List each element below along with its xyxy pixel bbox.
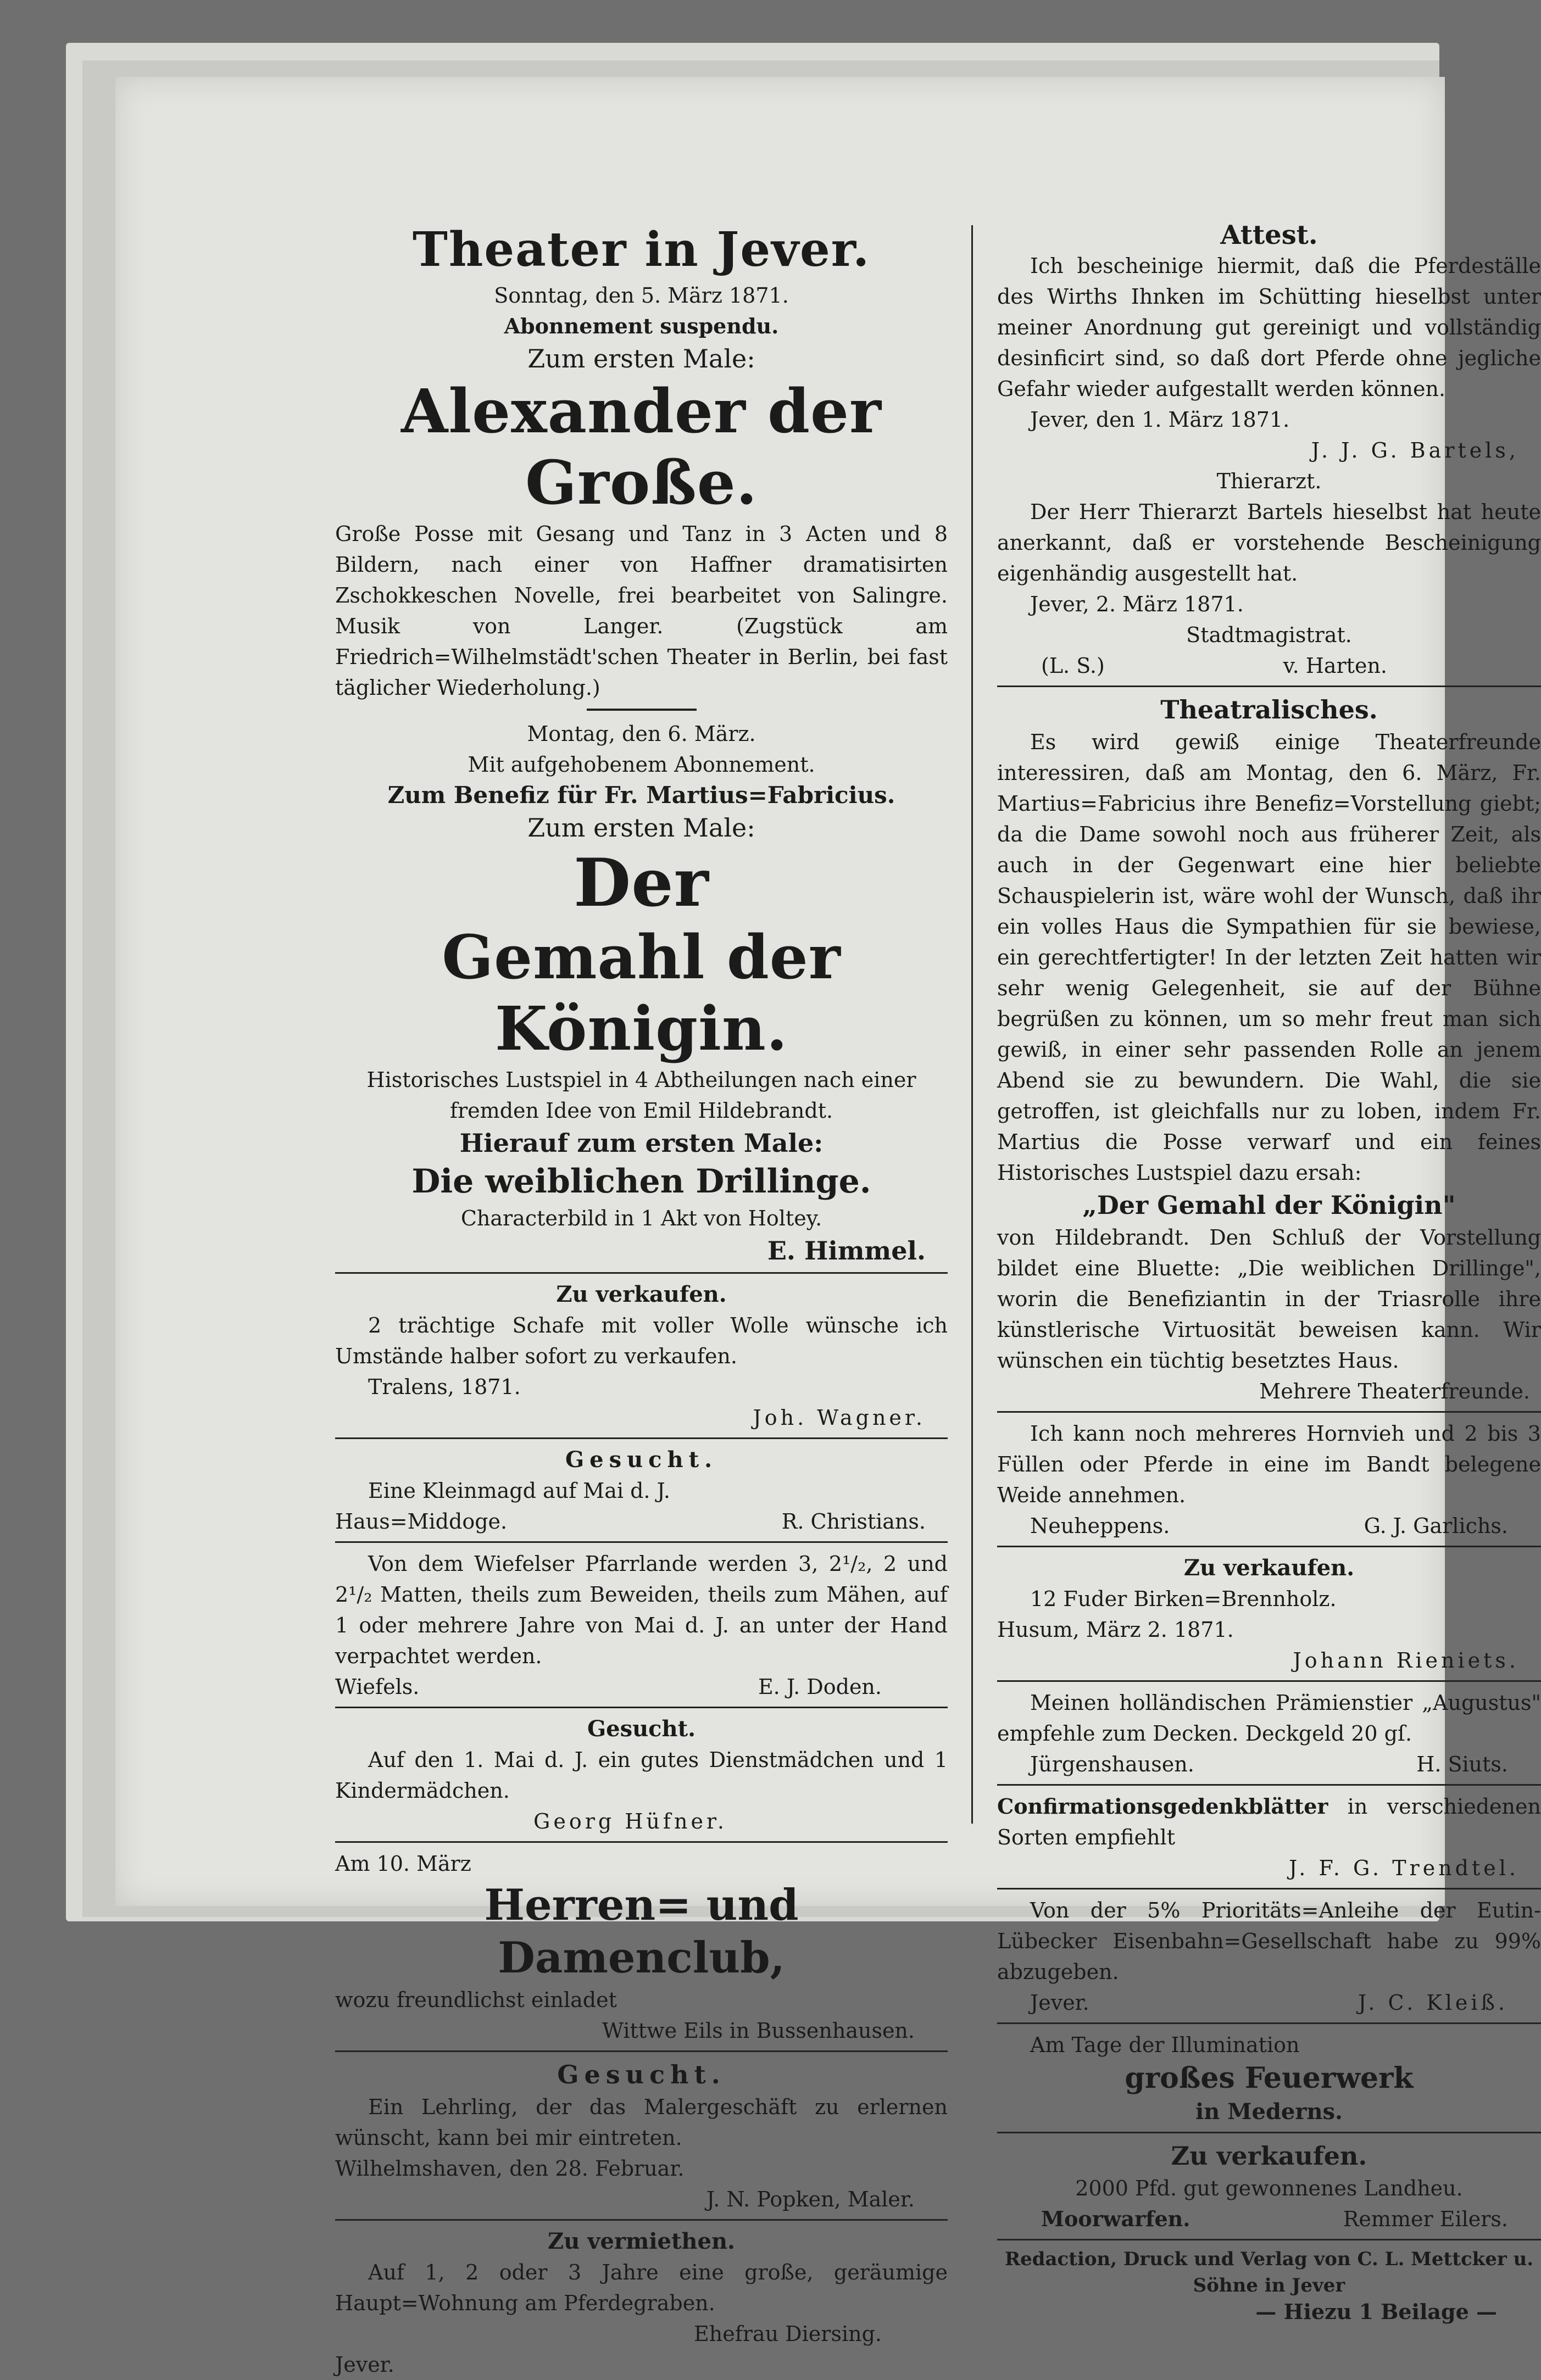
ad-footer (335, 1506, 948, 1537)
ad-heading: Gesucht. (587, 1716, 696, 1742)
ad-bold-text: Confirmationsgedenkblätter (997, 1794, 1328, 1819)
section-rule (997, 1784, 1541, 1786)
ad-place: Wiefels. (335, 1675, 420, 1699)
ad-heading: Zu verkaufen. (556, 1281, 727, 1307)
beilage-note: — Hiezu 1 Beilage — (1255, 2299, 1497, 2324)
attest-office: Stadtmagistrat. (1186, 623, 1352, 647)
ad-signature: Joh. Wagner. (753, 1406, 926, 1430)
ad-place: Tralens, 1871. (368, 1375, 521, 1399)
ad-signature: R. Christians. (781, 1509, 926, 1534)
ad-place: Haus=Middoge. (335, 1509, 508, 1534)
section-rule (335, 1541, 948, 1543)
first-time-label-2: Zum ersten Male: (527, 813, 755, 843)
ad-text: Auf den 1. Mai d. J. ein gutes Dienstmädchen und 1 Kindermädchen. (335, 1748, 948, 1803)
attest-date-2: Jever, 2. März 1871. (1030, 592, 1244, 616)
section-rule (587, 709, 697, 711)
abonnement-aufgehoben: Mit aufgehobenem Abonnement. (468, 753, 815, 777)
theatralisches-text-2: von Hildebrandt. Den Schluß der Vorstellung bildet eine Bluette: „Die weiblichen Drillinge", worin die Benefiziantin in der Triasrolle ihre künstlerische Virtuosität beweisen kann. Wir wünschen ein tüchtig besetztes Haus. (997, 1225, 1541, 1373)
section-rule (997, 685, 1541, 687)
ad-footer (997, 2204, 1541, 2234)
ad-place: in Mederns. (1195, 2099, 1343, 2125)
section-rule (997, 1680, 1541, 1682)
ad-place: Jever. (335, 2353, 394, 2377)
ad-text: Eine Kleinmagd auf Mai d. J. (368, 1479, 670, 1503)
theater-title: Theater in Jever. (412, 222, 871, 277)
play-title-drillinge: Die weiblichen Drillinge. (411, 1162, 871, 1201)
first-time-label-1: Zum ersten Male: (527, 344, 755, 374)
theatralisches-play: „Der Gemahl der Königin" (1082, 1190, 1456, 1220)
ad-footer (997, 1511, 1541, 1541)
ad-footer (997, 1749, 1541, 1780)
section-rule (335, 2050, 948, 2052)
section-rule (335, 1437, 948, 1439)
left-column (335, 220, 948, 2380)
section-rule (997, 1888, 1541, 1889)
ad-heading: Zu vermiethen. (548, 2228, 735, 2254)
ad-signature: J. F. G. Trendtel. (1289, 1856, 1519, 1880)
ad-text: Von der 5% Prioritäts=Anleihe der Eutin-Lübecker Eisenbahn=Gesellschaft habe zu 99% abzugeben. (997, 1898, 1541, 1984)
attest-confirmation: Der Herr Thierarzt Bartels hieselbst hat heute anerkannt, daß er vorstehende Bescheinigung eigenhändig ausgestellt hat. (997, 500, 1541, 586)
ad-signature: Ehefrau Diersing. (694, 2322, 882, 2346)
ad-text: 12 Fuder Birken=Brennholz. (1030, 1587, 1337, 1611)
play-description-alexander: Große Posse mit Gesang und Tanz in 3 Acten und 8 Bildern, nach einer von Haffner dramatisirten Zschokkeschen Novelle, frei bearbeitet von Salingre. Musik von Langer. (Zugstück am Friedrich=Wilhelmstädt'schen Theater in Berlin, bei fast täglicher Wiederholung.) (335, 522, 948, 700)
ad-signature: Remmer Eilers. (1343, 2207, 1508, 2231)
right-column (997, 220, 1541, 2325)
ad-text: Ich kann noch mehreres Hornvieh und 2 bis 3 Füllen oder Pferde in eine im Bandt belegene Weide annehmen. (997, 1422, 1541, 1507)
section-rule (997, 2022, 1541, 2024)
imprint: Redaction, Druck und Verlag von C. L. Mettcker u. Söhne in Jever (1004, 2248, 1534, 2297)
ad-heading: Zu verkaufen. (1171, 2141, 1367, 2171)
ad-text-rest: in verschiedenen Sorten empfiehlt (997, 1794, 1541, 1849)
attest-footer (997, 650, 1541, 681)
section-rule (997, 2239, 1541, 2240)
column-divider (971, 225, 973, 1824)
ad-text: 2000 Pfd. gut gewonnenes Landheu. (1075, 2176, 1463, 2200)
section-rule (335, 1272, 948, 1274)
date-monday: Montag, den 6. März. (527, 722, 756, 746)
seal-label: (L. S.) (1041, 654, 1105, 678)
section-rule (997, 1411, 1541, 1413)
attest-heading: Attest. (1220, 220, 1318, 250)
section-rule (335, 2219, 948, 2221)
ad-place: Husum, März 2. 1871. (997, 1618, 1234, 1642)
ad-date: Am 10. März (335, 1852, 471, 1876)
ad-text: Von dem Wiefelser Pfarrlande werden 3, 2¹/₂, 2 und 2¹/₂ Matten, theils zum Beweiden, theils zum Mähen, auf 1 oder mehrere Jahre von Mai d. J. an unter der Hand verpachtet werden. (335, 1552, 948, 1668)
play-title-gemahl: Gemahl der Königin. (442, 922, 841, 1064)
theatralisches-heading: Theatralisches. (1160, 695, 1378, 724)
ad-place: Jever. (1030, 1991, 1089, 2015)
director-signature: E. Himmel. (767, 1236, 926, 1266)
theatralisches-text: Es wird gewiß einige Theaterfreunde interessiren, daß am Montag, den 6. März, Fr. Martius=Fabricius ihre Benefiz=Vorstellung giebt; da die Dame sowohl noch aus früherer Zeit, als auch in der Gegenwart eine hier beliebte Schauspielerin ist, wäre wohl der Wunsch, daß ihr ein volles Haus die Sympathien für sie bewiese, ein gerechtfertigter! In der letzten Zeit hatten wir sehr wenig Gelegenheit, sie auf der Bühne begrüßen zu können, um so mehr freut man sich gewiß, in einer sehr passenden Rolle an jenem Abend sie zu bewundern. Die Wahl, die sie getroffen, ist gleichfalls nur zu loben, indem Fr. Martius die Posse verwarf und ein feines Historisches Lustspiel dazu ersah: (997, 730, 1541, 1185)
ad-signature: G. J. Garlichs. (1364, 1514, 1508, 1538)
play-title-der: Der (574, 844, 709, 922)
ad-text: Meinen holländischen Prämienstier „Augustus" empfehle zum Decken. Deckgeld 20 gſ. (997, 1691, 1541, 1746)
ad-signature: J. N. Popken, Maler. (706, 2187, 915, 2211)
ad-place: Jürgenshausen. (1030, 1752, 1194, 1776)
ad-text: Auf 1, 2 oder 3 Jahre eine große, geräumige Haupt=Wohnung am Pferdegraben. (335, 2260, 948, 2315)
section-rule (997, 1546, 1541, 1547)
play-description-drillinge: Characterbild in 1 Akt von Holtey. (460, 1206, 822, 1230)
abonnement-suspendu: Abonnement suspendu. (504, 314, 779, 338)
ad-text: 2 trächtige Schafe mit voller Wolle wünsche ich Umstände halber sofort zu verkaufen. (335, 1313, 948, 1368)
ad-footer (335, 1671, 948, 1702)
ad-signature: Wittwe Eils in Bussenhausen. (602, 2019, 915, 2043)
attest-text: Ich bescheinige hiermit, daß die Pferdeställe des Wirths Ihnken im Schütting hieselbst unter meiner Anordnung gut gereinigt und vollständig desinficirt sind, so daß dort Pferde ohne jegliche Gefahr wieder aufgestallt werden können. (997, 254, 1541, 401)
hierauf-label: Hierauf zum ersten Male: (459, 1128, 824, 1158)
newspaper-page (115, 77, 1541, 2377)
attest-signature-2: v. Harten. (1283, 654, 1387, 678)
ad-signature: Johann Rieniets. (1293, 1648, 1519, 1673)
ad-heading: Zu verkaufen. (1183, 1555, 1355, 1581)
ad-heading: Gesucht. (557, 2060, 726, 2089)
ad-signature: J. C. Kleiß. (1358, 1991, 1508, 2015)
ad-signature: E. J. Doden. (758, 1675, 882, 1699)
ad-place: Neuheppens. (1030, 1514, 1170, 1538)
ad-signature: H. Siuts. (1416, 1752, 1508, 1776)
section-rule (335, 1841, 948, 1843)
ad-heading: Gesucht. (565, 1447, 718, 1473)
club-title: Herren= und Damenclub, (484, 1880, 799, 1983)
ad-footer (997, 1987, 1541, 2018)
ad-text: Ein Lehrling, der das Malergeschäft zu erlernen wünscht, kann bei mir eintreten. (335, 2095, 948, 2150)
benefiz-line: Zum Benefiz für Fr. Martius=Fabricius. (387, 782, 895, 809)
date-sunday: Sonntag, den 5. März 1871. (494, 283, 789, 308)
feuerwerk-title: großes Feuerwerk (1125, 2061, 1414, 2095)
ad-text: Am Tage der Illumination (1030, 2033, 1300, 2057)
ad-text: wozu freundlichst einladet (335, 1988, 617, 2012)
play-title-alexander: Alexander der Große. (401, 376, 882, 518)
attest-role: Thierarzt. (1216, 469, 1322, 493)
ad-signature: Georg Hüfner. (533, 1809, 727, 1833)
ad-place: Moorwarfen. (1041, 2206, 1190, 2231)
ad-place: Wilhelmshaven, den 28. Februar. (335, 2156, 685, 2181)
theatralisches-signature: Mehrere Theaterfreunde. (1259, 1379, 1530, 1403)
ad-text (997, 1791, 1541, 1853)
attest-signature: J. J. G. Bartels, (1311, 438, 1519, 462)
section-rule (997, 2132, 1541, 2133)
attest-date: Jever, den 1. März 1871. (1030, 408, 1290, 432)
section-rule (335, 1707, 948, 1708)
play-description-gemahl: Historisches Lustspiel in 4 Abtheilungen nach einer fremden Idee von Emil Hildebrandt. (366, 1068, 916, 1123)
